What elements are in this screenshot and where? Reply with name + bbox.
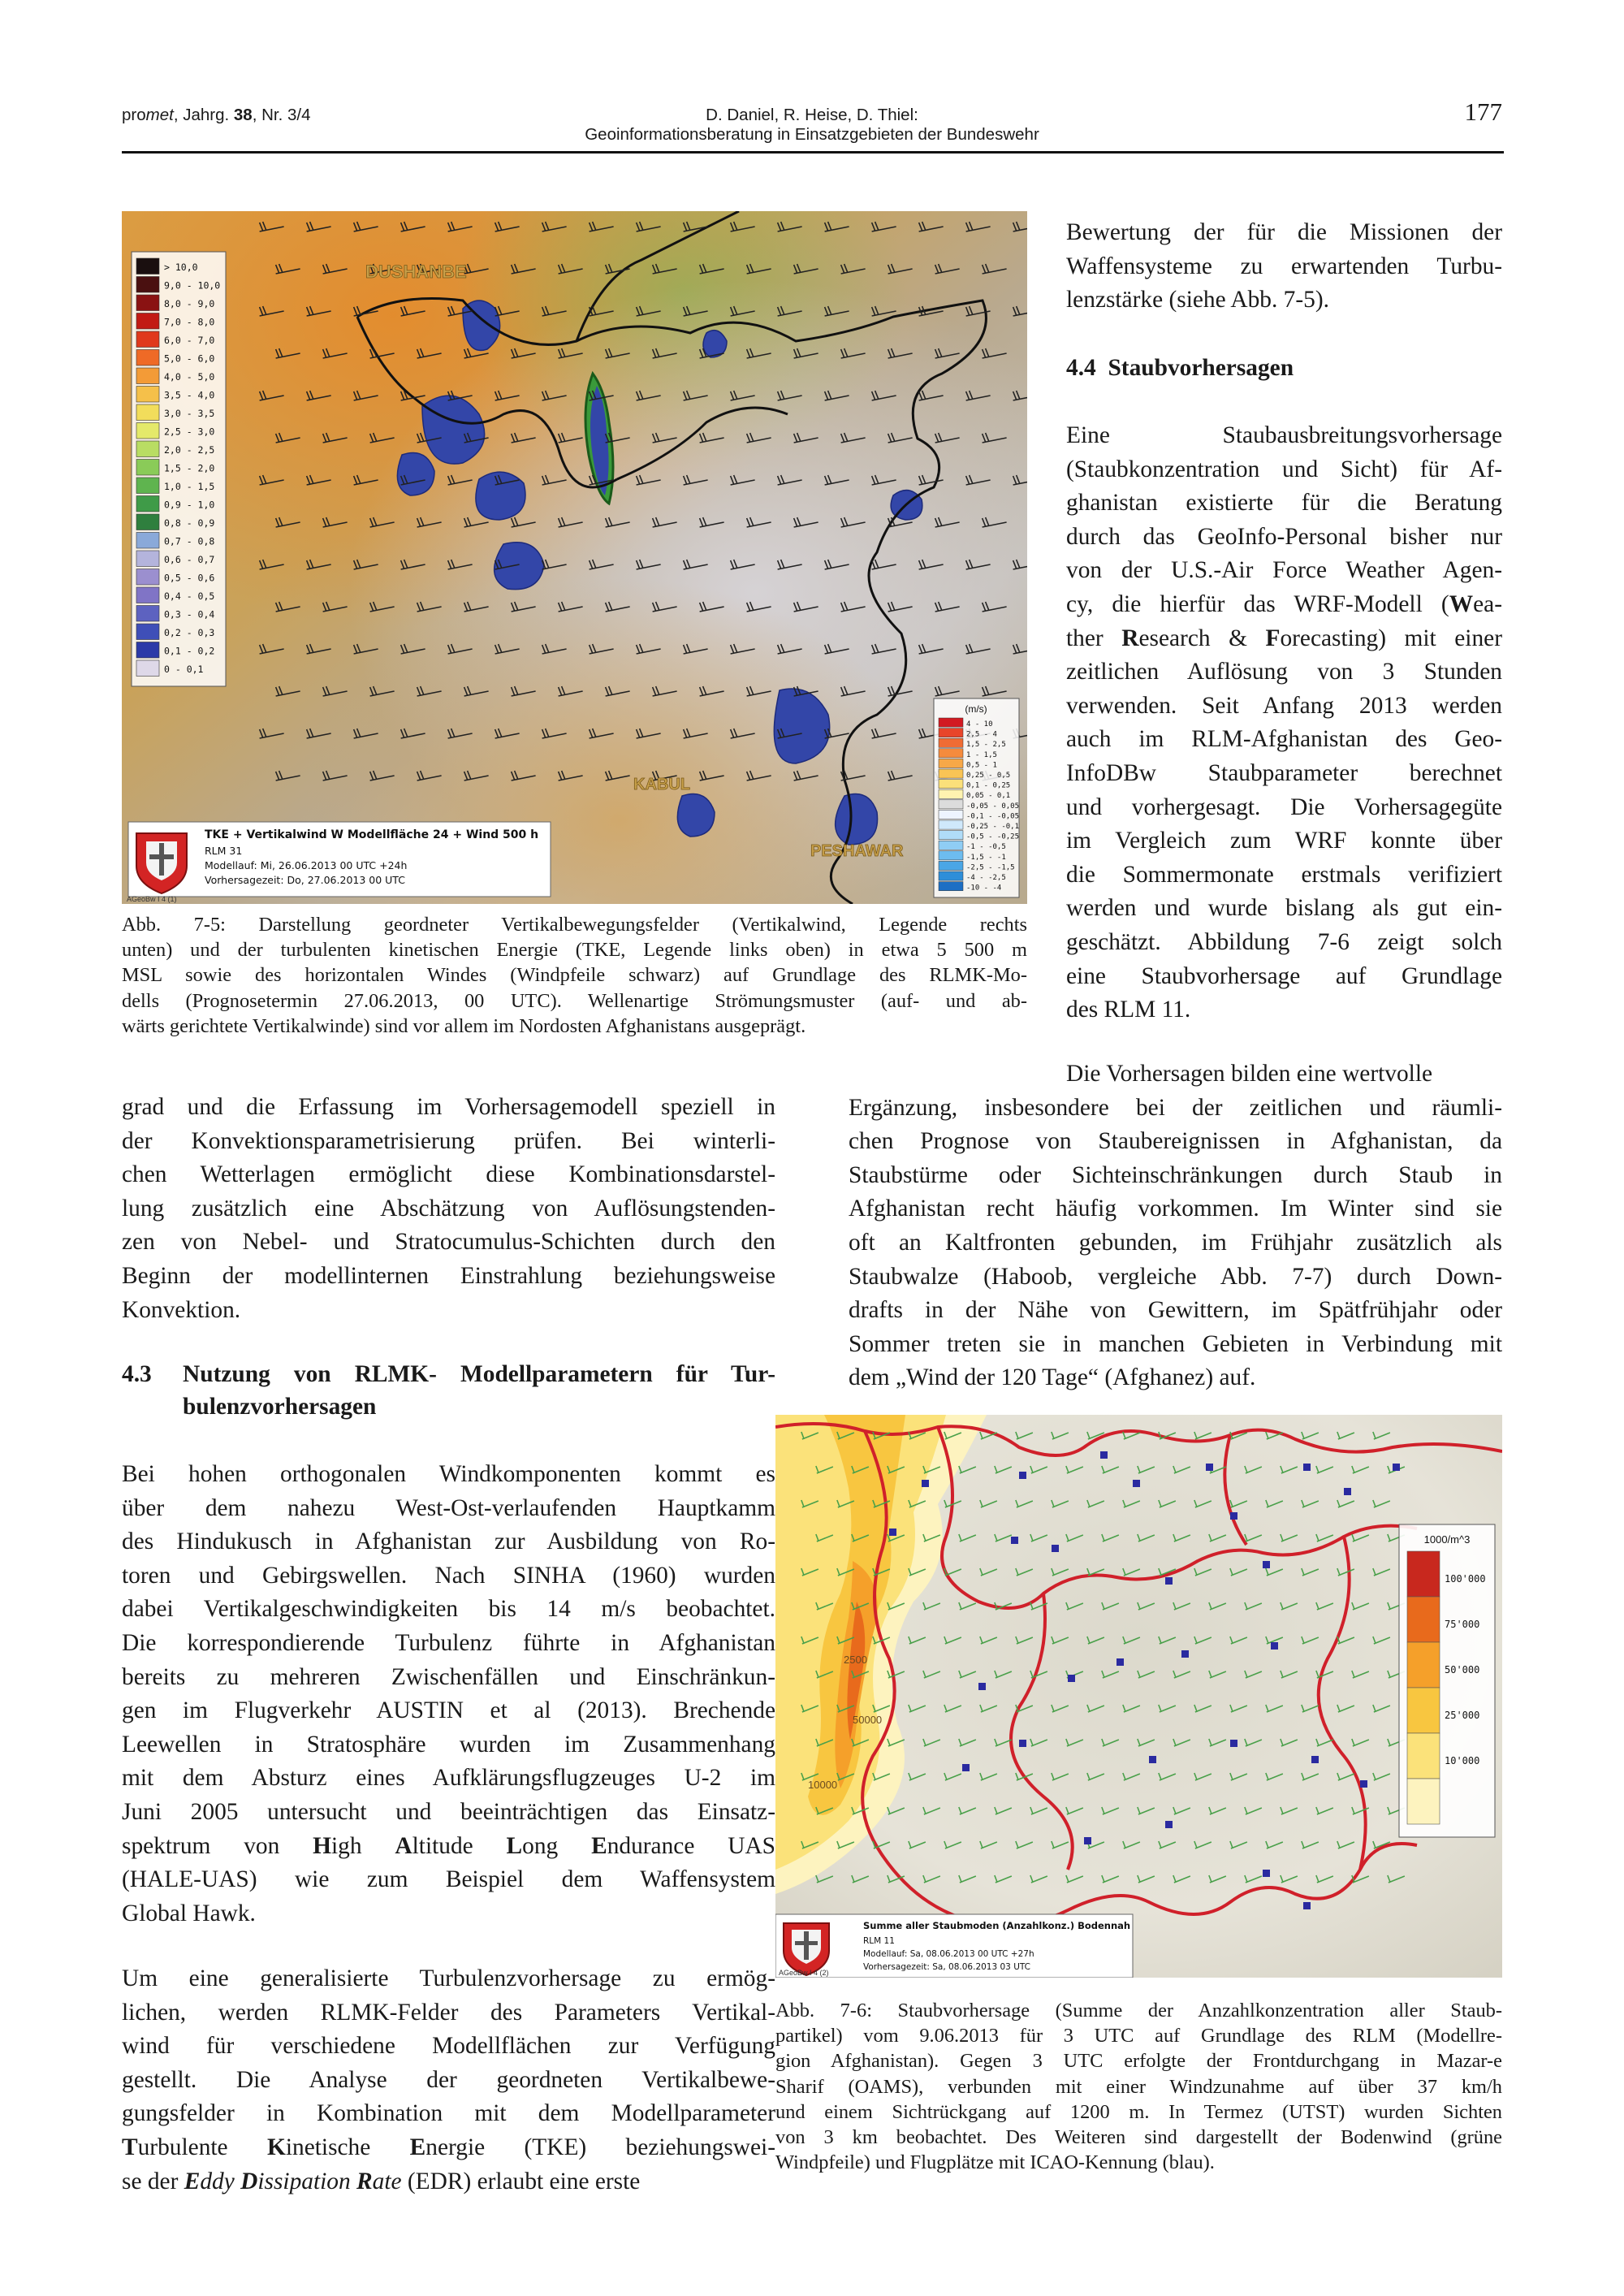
fig1-info-valid: Vorhersagezeit: Do, 27.06.2013 00 UTC — [205, 874, 405, 886]
text-line: eine Staubvorhersage auf Grundlage — [1066, 962, 1502, 989]
text-line: mit dem Absturz eines Aufklärungsflugzeuges U-2 im — [122, 1765, 775, 1792]
legend-label: -0,05 - 0,05 — [966, 802, 1020, 811]
legend-label: 6,0 - 7,0 — [164, 335, 215, 346]
legend-swatch — [136, 660, 159, 677]
running-title — [122, 106, 1502, 145]
airfield-marker — [1149, 1756, 1156, 1763]
legend-label: 1 - 1,5 — [966, 750, 997, 759]
legend-swatch — [136, 569, 159, 586]
legend-label: 0,4 - 0,5 — [164, 590, 215, 602]
legend-swatch — [1407, 1642, 1440, 1688]
legend-swatch — [136, 404, 159, 421]
legend-swatch — [136, 350, 159, 366]
map-value-label: 2500 — [844, 1654, 867, 1666]
text-line: Bewertung der für die Missionen der — [1066, 219, 1502, 245]
journal-year-label: , Jahrg. — [173, 106, 234, 124]
caption-line: dells (Prognosetermin 27.06.2013, 00 UTC). Wellenartige Strömungsmuster (auf- und ab- — [122, 989, 1027, 1012]
airfield-marker — [1116, 1658, 1124, 1666]
text-line: durch das GeoInfo-Personal bisher nur — [1066, 523, 1502, 550]
legend-swatch — [136, 533, 159, 549]
fig1-info-run: Modellauf: Mi, 26.06.2013 00 UTC +24h — [205, 859, 408, 871]
text-line: von der U.S.-Air Force Weather Agen- — [1066, 557, 1502, 584]
text-line: und vorhergesagt. Die Vorhersagegüte — [1066, 793, 1502, 820]
legend-label: 1,0 - 1,5 — [164, 481, 215, 492]
text-line: des Hindukusch in Afghanistan zur Ausbildung von Ro- — [122, 1529, 775, 1555]
text-line: über dem nahezu West-Ost-verlaufenden Hauptkamm — [122, 1494, 775, 1521]
legend-label: 2,5 - 3,0 — [164, 426, 215, 438]
legend-swatch — [939, 780, 963, 789]
caption-line: von 3 km beobachtet. Des Weiteren sind dargestellt der Bodenwind (grüne — [775, 2126, 1502, 2149]
legend-label: -0,5 - -0,25 — [966, 832, 1020, 841]
legend-swatch — [939, 718, 963, 727]
text-line: werden und wurde bislang als gut ein- — [1066, 895, 1502, 922]
left-paragraph-1 — [122, 1091, 775, 1327]
legend-swatch — [939, 841, 963, 850]
figure-7-6 — [775, 1415, 1502, 1978]
airfield-marker — [1019, 1472, 1026, 1479]
airfield-marker — [1230, 1740, 1237, 1747]
text-line: lenzstärke (siehe Abb. 7-5). — [1066, 287, 1329, 313]
airfield-marker — [1206, 1464, 1213, 1471]
text-line: toren und Gebirgswellen. Nach SINHA (1960) wurden — [122, 1562, 775, 1589]
text-line: der Konvektionsparametrisierung prüfen. Bei winterli- — [122, 1127, 775, 1154]
airfield-marker — [1344, 1488, 1351, 1495]
text-line: chen Wetterlagen ermöglicht diese Kombinationsdarstel- — [122, 1161, 775, 1188]
airfield-marker — [1165, 1821, 1173, 1828]
text-line: spektrum von High Altitude Long Endurance UAS — [122, 1832, 776, 1859]
legend-swatch — [1407, 1688, 1440, 1733]
page-header — [122, 97, 1502, 154]
legend-swatch — [939, 861, 963, 870]
legend-swatch — [939, 729, 963, 737]
text-line: dabei Vertikalgeschwindigkeiten bis 14 m/s beobachtet. — [122, 1596, 775, 1623]
caption-line: MSL sowie des horizontalen Windes (Windpfeile schwarz) auf Grundlage des RLMK-Mo- — [122, 964, 1027, 987]
airfield-marker — [1263, 1870, 1270, 1877]
caption-line: Abb. 7-6: Staubvorhersage (Summe der Anzahlkonzentration aller Staub- — [775, 2000, 1502, 2021]
text-line: lung zusätzlich eine Abschätzung von Auflösungstenden- — [122, 1195, 775, 1222]
legend-swatch — [1407, 1551, 1440, 1597]
legend-swatch — [136, 587, 159, 603]
section-title-line: bulenzvorhersagen — [183, 1394, 377, 1420]
airfield-marker — [1393, 1464, 1400, 1471]
figure-7-5-map — [122, 211, 1027, 904]
caption-line: Windpfeile) und Flugplätze mit ICAO-Kennung (blau). — [775, 2151, 1215, 2174]
legend-label: -0,25 - -0,1 — [966, 823, 1020, 831]
legend-label: -1 - -0,5 — [966, 843, 1006, 852]
fig2-info-valid: Vorhersagezeit: Sa, 08.06.2013 03 UTC — [863, 1962, 1031, 1972]
caption-line: wärts gerichtete Vertikalwinde) sind vor allem im Nordosten Afghanistans ausgeprägt. — [122, 1014, 806, 1037]
legend-label: 0,9 - 1,0 — [164, 499, 215, 511]
dust-legend — [1399, 1524, 1495, 1837]
caption-line: und einem Sichtrückgang auf 1200 m. In Termez (UTST) wurden Sichten — [775, 2100, 1502, 2123]
text-line: gestellt. Die Analyse der geordneten Vertikalbewe- — [122, 2066, 775, 2093]
legend-swatch — [136, 331, 159, 348]
legend-swatch — [136, 258, 159, 275]
legend-label: 0,1 - 0,25 — [966, 781, 1011, 790]
text-line: wind für verschiedene Modellflächen zur Verfügung — [122, 2033, 775, 2060]
legend-label: 0,8 - 0,9 — [164, 517, 215, 529]
airfield-marker — [1360, 1780, 1367, 1788]
airfield-marker — [1271, 1642, 1278, 1650]
legend-swatch — [939, 759, 963, 767]
text-line: im Vergleich zum WRF konnte über — [1066, 828, 1502, 854]
section-heading-4-4 — [1066, 352, 1502, 384]
legend-swatch — [939, 789, 963, 798]
legend-label: 8,0 - 9,0 — [164, 298, 215, 309]
map-value-label: 10000 — [808, 1779, 838, 1791]
figure-7-5-caption — [122, 912, 1027, 1039]
airfield-marker — [1011, 1537, 1018, 1544]
text-line: se der Eddy Dissipation Rate (EDR) erlaubt eine erste — [122, 2168, 641, 2194]
journal-volume: 38 — [233, 106, 253, 124]
fig1-info-model: RLM 31 — [205, 845, 243, 857]
airfield-marker — [962, 1764, 970, 1771]
journal-name-emphasis: met — [145, 106, 174, 124]
legend-label: -2,5 - -1,5 — [966, 863, 1015, 872]
legend-swatch — [136, 441, 159, 457]
text-line: InfoDBw Staubparameter berechnet — [1066, 759, 1502, 786]
text-line: Konvektion. — [122, 1296, 241, 1323]
fig2-corner-label: AGeoBw I 4 (2) — [779, 1969, 829, 1977]
legend-label: 0,5 - 1 — [966, 761, 997, 770]
legend-swatch — [1407, 1597, 1440, 1642]
legend-label: 2,0 - 2,5 — [164, 444, 215, 456]
text-line: Ergänzung, insbesondere bei der zeitlichen und räumli- — [849, 1094, 1502, 1121]
legend-swatch — [939, 851, 963, 860]
legend-label: 0,25 - 0,5 — [966, 772, 1011, 780]
text-line: Global Hawk. — [122, 1900, 256, 1926]
legend-swatch — [136, 624, 159, 640]
journal-issue-label: , Nr. — [252, 106, 287, 124]
figure-7-6-info-box — [775, 1914, 1133, 1978]
airfield-marker — [1165, 1577, 1173, 1585]
airfield-marker — [1181, 1650, 1189, 1658]
legend-label: 10'000 — [1445, 1755, 1480, 1766]
legend-label: 0,1 - 0,2 — [164, 645, 215, 657]
journal-issue: 3/4 — [287, 106, 311, 124]
airfield-marker — [1052, 1545, 1059, 1552]
journal-name-prefix: pro — [122, 106, 146, 124]
label-kabul: KABUL — [633, 776, 690, 793]
legend-swatch — [939, 882, 963, 891]
legend-label: 1,5 - 2,5 — [966, 741, 1006, 750]
text-line: auch im RLM-Afghanistan des Geo- — [1066, 726, 1502, 753]
figure-7-5-info-box — [128, 822, 551, 897]
legend-swatch — [136, 478, 159, 494]
fig2-info-run: Modellauf: Sa, 08.06.2013 00 UTC +27h — [863, 1949, 1034, 1959]
text-line: Sommer treten sie in manchen Gebieten in Verbindung mit — [849, 1330, 1502, 1357]
airfield-marker — [1311, 1756, 1319, 1763]
legend-swatch — [136, 423, 159, 439]
text-line: chen Prognose von Staubereignissen in Afghanistan, da — [849, 1128, 1502, 1155]
legend-swatch — [136, 514, 159, 530]
text-line: Turbulente Kinetische Energie (TKE) beziehungswei- — [122, 2134, 775, 2160]
fig2-info-model: RLM 11 — [863, 1936, 895, 1946]
legend-label: 1,5 - 2,0 — [164, 462, 215, 474]
section-4-4-paragraph — [1066, 419, 1502, 1027]
legend-label: 100'000 — [1445, 1573, 1486, 1585]
legend-swatch — [939, 810, 963, 819]
text-line: cy, die hierfür das WRF-Modell (Wea- — [1066, 590, 1502, 617]
legend-swatch — [136, 313, 159, 330]
legend-label: 5,0 - 6,0 — [164, 352, 215, 365]
text-line: Bei hohen orthogonalen Windkomponenten kommt es — [122, 1461, 775, 1487]
legend-swatch — [136, 387, 159, 403]
legend-label: 3,5 - 4,0 — [164, 389, 215, 401]
map-value-label: 50000 — [853, 1714, 883, 1726]
dust-forecast-paragraph — [849, 1057, 1502, 1395]
legend-swatch — [136, 460, 159, 476]
caption-line: Sharif (OAMS), verbunden mit einer Windzunahme auf über 37 km/h — [775, 2075, 1502, 2098]
legend-label: 50'000 — [1445, 1664, 1480, 1676]
legend-label: -10 - -4 — [966, 884, 1002, 893]
legend-label: -0,1 - -0,05 — [966, 812, 1020, 821]
airfield-marker — [889, 1529, 896, 1536]
legend-label: 0,5 - 0,6 — [164, 572, 215, 584]
text-line: geschätzt. Abbildung 7-6 zeigt solch — [1066, 928, 1502, 955]
legend-swatch — [136, 496, 159, 512]
caption-line: partikel) vom 9.06.2013 für 3 UTC auf Grundlage des RLM (Modellre- — [775, 2025, 1502, 2047]
legend-swatch — [1407, 1733, 1440, 1779]
right-top-paragraph — [1066, 216, 1502, 318]
running-authors: D. Daniel, R. Heise, D. Thiel: — [706, 106, 918, 124]
airfield-marker — [1068, 1675, 1075, 1682]
section-number: 4.4 — [1066, 355, 1096, 381]
legend-label: 0,3 - 0,4 — [164, 608, 215, 620]
legend-label: 0,7 - 0,8 — [164, 535, 215, 547]
legend-label: > 10,0 — [164, 262, 198, 273]
text-line: Die korrespondierende Turbulenz führte in Afghanistan — [122, 1629, 775, 1656]
legend-swatch — [939, 738, 963, 747]
legend-label: -4 - -2,5 — [966, 874, 1006, 882]
text-line: zeitlichen Auflösung von 3 Stunden — [1066, 659, 1502, 685]
legend-label: 0,2 - 0,3 — [164, 627, 215, 638]
text-line: dem „Wind der 120 Tage“ (Afghanez) auf. — [849, 1364, 1256, 1391]
label-peshawar: PESHAWAR — [810, 842, 904, 860]
airfield-marker — [1230, 1512, 1237, 1520]
legend-swatch — [939, 820, 963, 829]
legend-label: 0 - 0,1 — [164, 664, 204, 675]
airfield-marker — [1084, 1837, 1091, 1844]
legend-swatch — [939, 831, 963, 840]
text-line: (Staubkonzentration und Sicht) für Af- — [1066, 456, 1502, 482]
legend-label: 7,0 - 8,0 — [164, 316, 215, 328]
text-line: Leewellen in Stratosphäre wurden im Zusammenhang — [122, 1731, 775, 1758]
page-number: 177 — [1464, 97, 1502, 126]
section-title: Staubvorhersagen — [1108, 355, 1294, 381]
text-line: Afghanistan recht häufig vorkommen. Im Winter sind sie — [849, 1196, 1502, 1222]
text-line: zen von Nebel- und Stratocumulus-Schichten durch den — [122, 1229, 775, 1256]
caption-line: Abb. 7-5: Darstellung geordneter Vertikalbewegungsfelder (Vertikalwind, Legende rechts — [122, 914, 1027, 936]
legend-swatch — [1407, 1779, 1440, 1824]
caption-line: gion Afghanistan). Gegen 3 UTC erfolgte der Frontdurchgang in Mazar-e — [775, 2050, 1502, 2073]
text-line: ther Research & Forecasting) mit einer — [1066, 625, 1502, 651]
text-line: Waffensysteme zu erwartenden Turbu- — [1066, 253, 1502, 279]
legend-label: -1,5 - -1 — [966, 853, 1006, 862]
legend-label: 9,0 - 10,0 — [164, 279, 221, 292]
text-line: des RLM 11. — [1066, 997, 1191, 1023]
text-line: oft an Kaltfronten gebunden, im Frühjahr zusätzlich als — [849, 1229, 1502, 1256]
legend-swatch — [136, 368, 159, 384]
airfield-marker — [1303, 1464, 1311, 1471]
airfield-marker — [922, 1480, 929, 1487]
left-paragraph-3 — [122, 1962, 775, 2199]
text-line: lichen, werden RLMK-Felder des Parameters Vertikal- — [122, 1999, 775, 2026]
text-line: Beginn der modellinternen Einstrahlung beziehungsweise — [122, 1262, 775, 1289]
text-line: Eine Staubausbreitungsvorhersage — [1066, 422, 1502, 448]
section-heading-4-3 — [122, 1358, 775, 1423]
text-line: verwenden. Seit Anfang 2013 werden — [1066, 692, 1502, 719]
dust-legend-unit: 1000/m^3 — [1423, 1533, 1471, 1546]
text-line: Staubwalze (Haboob, vergleiche Abb. 7-7) durch Down- — [849, 1263, 1502, 1290]
text-line: die Sommermonate erstmals verifiziert — [1066, 861, 1502, 888]
text-line: Staubstürme oder Sichteinschränkungen durch Staub in — [849, 1161, 1502, 1188]
legend-label: 25'000 — [1445, 1710, 1480, 1721]
text-line: gungsfelder in Kombination mit dem Modellparameter — [122, 2100, 775, 2127]
text-line: grad und die Erfassung im Vorhersagemodell speziell in — [122, 1094, 775, 1120]
airfield-marker — [1019, 1740, 1026, 1747]
fig1-corner-label: AGeoBw I 4 (1) — [127, 895, 177, 903]
legend-swatch — [136, 606, 159, 622]
legend-swatch — [939, 871, 963, 880]
running-article-title: Geoinformationsberatung in Einsatzgebieten der Bundeswehr — [585, 125, 1039, 144]
fig2-info-title: Summe aller Staubmoden (Anzahlkonz.) Bodennah — [863, 1920, 1131, 1931]
airfield-marker — [978, 1683, 986, 1690]
text-line: drafts in der Nähe von Gewittern, im Spätfrühjahr oder — [849, 1297, 1502, 1324]
legend-label: 4,0 - 5,0 — [164, 371, 215, 383]
legend-label: 4 - 10 — [966, 720, 993, 729]
legend-swatch — [136, 277, 159, 293]
legend-swatch — [136, 642, 159, 659]
figure-7-6-caption — [775, 1998, 1502, 2175]
section-number: 4.3 — [122, 1361, 152, 1387]
tke-legend — [132, 252, 226, 686]
vertical-wind-unit: (m/s) — [965, 703, 987, 715]
text-line: Um eine generalisierte Turbulenzvorhersage zu ermög- — [122, 1965, 775, 1991]
legend-label: 3,0 - 3,5 — [164, 408, 215, 419]
fig1-info-title: TKE + Vertikalwind W Modellfläche 24 + Wind 500 h — [205, 828, 539, 841]
legend-swatch — [136, 295, 159, 311]
legend-label: 0,05 - 0,1 — [966, 792, 1011, 801]
legend-swatch — [939, 749, 963, 758]
airfield-marker — [1263, 1561, 1270, 1568]
section-title-line: Nutzung von RLMK- Modellparametern für Tur- — [183, 1361, 775, 1387]
legend-label: 75'000 — [1445, 1619, 1480, 1630]
text-line: gen im Flugverkehr AUSTIN et al (2013). Brechende — [122, 1697, 775, 1724]
vertical-wind-legend — [934, 698, 1019, 897]
legend-swatch — [939, 769, 963, 778]
text-line: (HALE-UAS) wie zum Beispiel dem Waffensystem — [122, 1866, 775, 1893]
legend-swatch — [136, 551, 159, 567]
label-dushanbe: DUSHANBE — [365, 262, 467, 282]
figure-7-5 — [122, 211, 1027, 904]
text-line: bereits zu mehreren Zwischenfällen und Einschränkun- — [122, 1663, 775, 1690]
airfield-marker — [1133, 1480, 1140, 1487]
legend-label: 0,6 - 0,7 — [164, 554, 215, 565]
figure-7-6-map — [775, 1415, 1502, 1978]
text-line: Die Vorhersagen bilden eine wertvolle — [1066, 1061, 1433, 1087]
airfield-marker — [1100, 1451, 1108, 1459]
legend-swatch — [939, 800, 963, 809]
text-line: Juni 2005 untersucht und beeinträchtigen das Einsatz- — [122, 1798, 775, 1825]
left-paragraph-2 — [122, 1458, 775, 1931]
text-line: ghanistan existierte für die Beratung — [1066, 490, 1502, 517]
legend-label: 2,5 - 4 — [966, 730, 997, 739]
airfield-marker — [1303, 1902, 1311, 1909]
caption-line: unten) und der turbulenten kinetischen Energie (TKE, Legende links oben) in etwa 5 500 m — [122, 939, 1027, 962]
header-rule — [122, 151, 1504, 153]
